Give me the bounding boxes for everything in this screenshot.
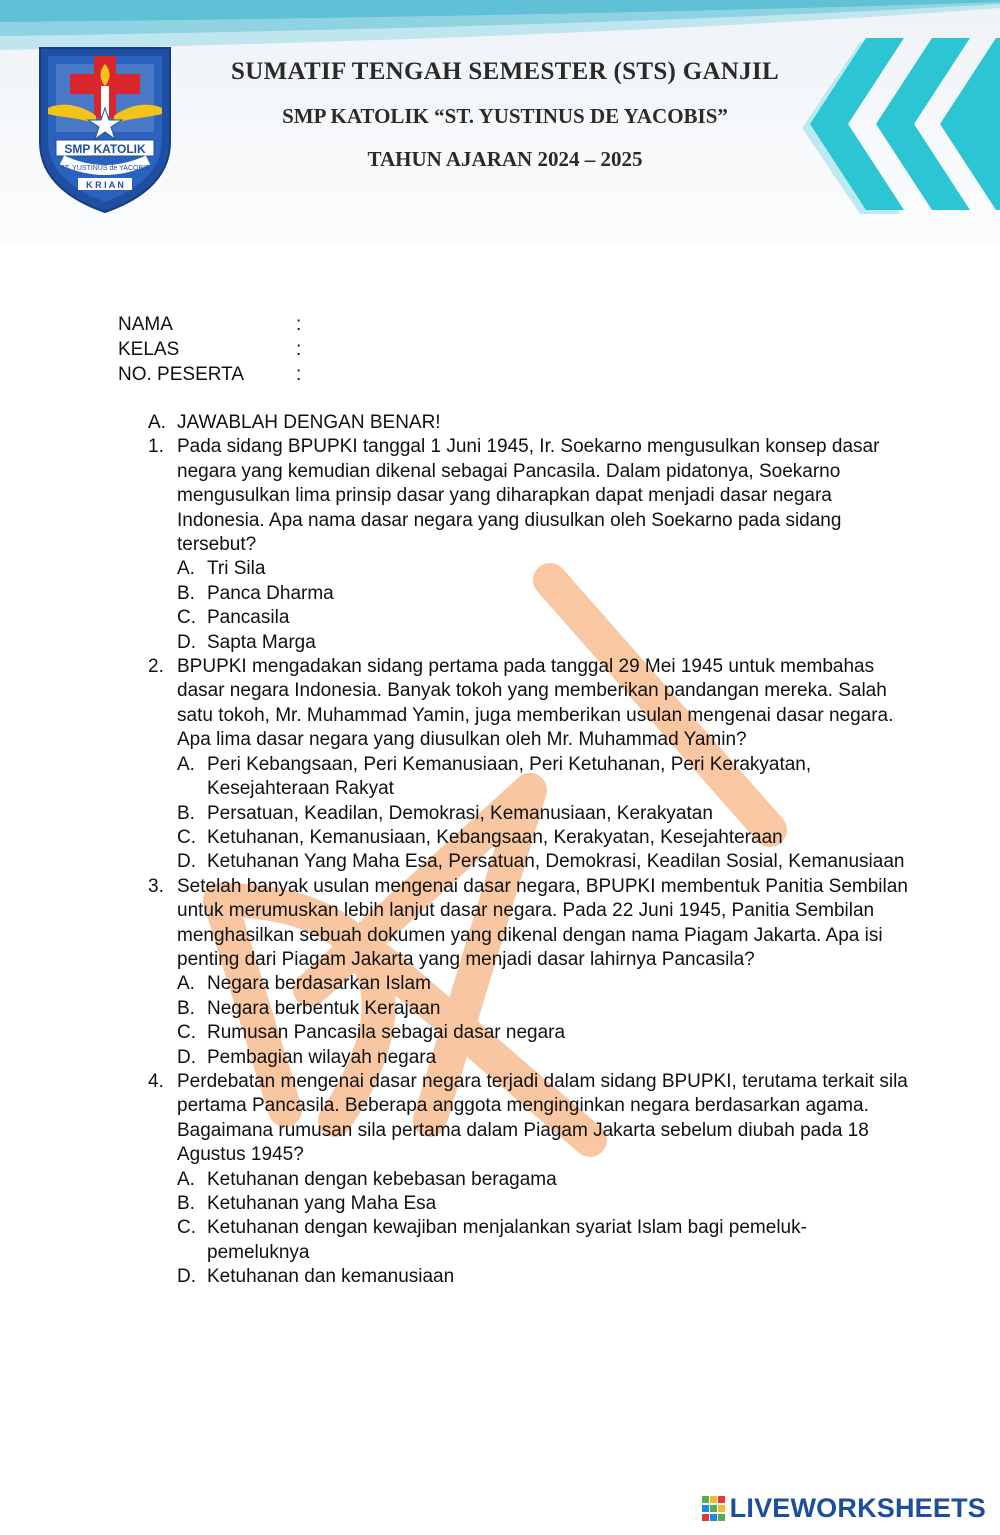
page-header (0, 0, 1000, 245)
answer-option[interactable] (177, 631, 908, 655)
liveworksheets-brand (702, 1493, 986, 1524)
option-letter: B. (177, 802, 195, 824)
option-letter: B. (177, 1193, 195, 1214)
identity-label: KELAS (118, 339, 180, 360)
section-title: JAWABLAH DENGAN BENAR! (177, 412, 441, 433)
identity-row (118, 312, 316, 337)
identity-colon: : (296, 339, 302, 360)
question-list (148, 435, 908, 1289)
option-letter: A. (177, 753, 195, 775)
identity-colon: : (296, 364, 302, 385)
answer-option[interactable] (177, 1265, 908, 1289)
option-letter: A. (177, 1168, 195, 1190)
question-text: BPUPKI mengadakan sidang pertama pada tanggal 29 Mei 1945 untuk membahas dasar negara Indonesia. Banyak tokoh yang memberikan pandangan mereka. Salah satu tokoh, Mr. Muhammad Yamin, juga memberikan usulan mengenai dasar negara. Apa lima dasar negara yang diusulkan oleh Mr. Muhammad Yamin? (177, 656, 894, 751)
answer-option[interactable] (177, 753, 908, 802)
identity-label: NAMA (118, 314, 173, 335)
question-body (177, 435, 908, 655)
liveworksheets-logo-icon (702, 1496, 726, 1522)
question-number: 4. (148, 1070, 164, 1092)
chevron-decoration (800, 30, 1000, 225)
option-text: Rumusan Pancasila sebagai dasar negara (207, 1022, 566, 1044)
option-letter: D. (177, 631, 196, 653)
identity-row (118, 362, 316, 387)
option-text: Negara berbentuk Kerajaan (207, 997, 441, 1019)
answer-option[interactable] (177, 1216, 908, 1265)
option-text: Tri Sila (207, 558, 266, 580)
question-text: Pada sidang BPUPKI tanggal 1 Juni 1945, Ir. Soekarno mengusulkan konsep dasar negara yang kemudian dikenal sebagai Pancasila. Dalam pidatonya, Soekarno mengusulkan lima prinsip dasar yang diharapkan dapat menjadi dasar negara Indonesia. Apa nama dasar negara yang diusulkan oleh Soekarno pada sidang tersebut? (177, 436, 880, 556)
option-text: Ketuhanan Yang Maha Esa, Persatuan, Demokrasi, Keadilan Sosial, Kemanusiaan (207, 851, 905, 873)
option-text: Ketuhanan dengan kewajiban menjalankan syariat Islam bagi pemeluk-pemeluknya (207, 1217, 807, 1263)
option-letter: A. (177, 558, 195, 580)
liveworksheets-wordmark: LIVEWORKSHEETS (729, 1493, 986, 1523)
option-text: Ketuhanan dengan kebebasan beragama (207, 1168, 557, 1190)
question-body (177, 655, 908, 875)
answer-option[interactable] (177, 557, 908, 581)
option-letter: C. (177, 1217, 196, 1239)
option-text: Peri Kebangsaan, Peri Kemanusiaan, Peri Ketuhanan, Peri Kerakyatan, Kesejahteraan Rakyat (207, 753, 812, 800)
option-letter: C. (177, 607, 196, 629)
identity-row (118, 337, 316, 362)
question-text: Setelah banyak usulan mengenai dasar negara, BPUPKI membentuk Panitia Sembilan untuk merumuskan lebih lanjut dasar negara. Pada 22 Juni 1945, Panitia Sembilan menghasilkan sebuah dokumen yang dikenal dengan nama Piagam Jakarta. Apa isi penting dari Piagam Jakarta yang menjadi dasar lahirnya Pancasila? (177, 875, 908, 970)
option-text: Sapta Marga (207, 631, 316, 653)
answer-option[interactable] (177, 1046, 908, 1070)
answer-option[interactable] (177, 802, 908, 826)
academic-year: TAHUN AJARAN 2024 – 2025 (367, 147, 643, 171)
answer-option[interactable] (177, 582, 908, 606)
option-letter: C. (177, 826, 196, 848)
option-letter: D. (177, 1046, 196, 1068)
option-text: Pancasila (207, 607, 290, 629)
option-letter: B. (177, 997, 195, 1019)
answer-option[interactable] (177, 1168, 908, 1192)
option-letter: C. (177, 1022, 196, 1044)
svg-text:K R I A N: K R I A N (86, 180, 124, 190)
exam-title-block (180, 52, 830, 172)
answer-option[interactable] (177, 606, 908, 630)
answer-option[interactable] (177, 850, 908, 874)
section-marker: A. (148, 412, 166, 433)
answer-option[interactable] (177, 826, 908, 850)
question-body (177, 1070, 908, 1290)
svg-text:SMP KATOLIK: SMP KATOLIK (64, 142, 146, 156)
question-section (148, 411, 908, 1290)
identity-colon: : (296, 314, 302, 335)
answer-option[interactable] (177, 1192, 908, 1216)
question-item (148, 875, 908, 1070)
option-text: Negara berdasarkan Islam (207, 973, 431, 995)
school-logo (34, 42, 176, 214)
school-name: SMP KATOLIK “ST. YUSTINUS DE YACOBIS” (282, 104, 728, 128)
student-identity-block (118, 312, 316, 387)
answer-option[interactable] (177, 997, 908, 1021)
option-letter: A. (177, 973, 195, 995)
section-heading (148, 411, 908, 435)
question-item (148, 1070, 908, 1290)
option-text: Panca Dharma (207, 582, 334, 604)
question-number: 1. (148, 436, 164, 458)
answer-option[interactable] (177, 1021, 908, 1045)
exam-title: SUMATIF TENGAH SEMESTER (STS) GANJIL (231, 58, 779, 85)
option-text: Ketuhanan dan kemanusiaan (207, 1266, 455, 1288)
option-letter: B. (177, 582, 195, 604)
option-text: Persatuan, Keadilan, Demokrasi, Kemanusiaan, Kerakyatan (207, 802, 713, 824)
identity-label: NO. PESERTA (118, 364, 244, 385)
option-letter: D. (177, 1266, 196, 1288)
question-text: Perdebatan mengenai dasar negara terjadi dalam sidang BPUPKI, terutama terkait sila pertama Pancasila. Beberapa anggota menginginkan negara berdasarkan agama. Bagaimana rumusan sila pertama dalam Piagam Jakarta sebelum diubah pada 18 Agustus 1945? (177, 1070, 908, 1166)
question-number: 2. (148, 656, 164, 678)
question-body (177, 875, 908, 1070)
question-number: 3. (148, 875, 164, 897)
answer-option[interactable] (177, 972, 908, 996)
question-item (148, 435, 908, 655)
option-letter: D. (177, 851, 196, 873)
question-item (148, 655, 908, 875)
option-text: Pembagian wilayah negara (207, 1046, 437, 1068)
option-text: Ketuhanan yang Maha Esa (207, 1193, 437, 1214)
svg-text:ST. YUSTINUS de YACOBIS: ST. YUSTINUS de YACOBIS (60, 165, 150, 172)
option-text: Ketuhanan, Kemanusiaan, Kebangsaan, Kerakyatan, Kesejahteraan (207, 826, 783, 848)
